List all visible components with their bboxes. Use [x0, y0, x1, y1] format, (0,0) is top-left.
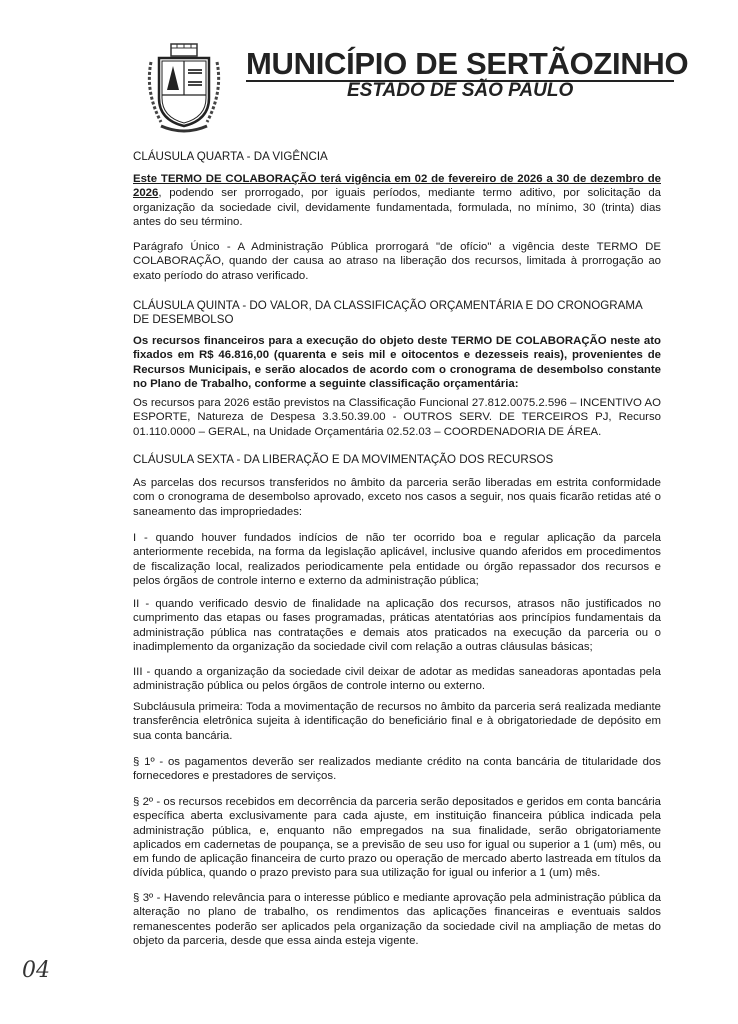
- municipality-title: MUNICÍPIO DE SERTÃOZINHO: [246, 46, 689, 81]
- paragraph-1: § 1º - os pagamentos deverão ser realizados mediante crédito na conta bancária de titularidade dos fornecedores e prestadores de serviços.: [133, 756, 661, 783]
- clause-4-heading: CLÁUSULA QUARTA - DA VIGÊNCIA: [133, 150, 328, 163]
- clause-6-heading: CLÁUSULA SEXTA - DA LIBERAÇÃO E DA MOVIMENTAÇÃO DOS RECURSOS: [133, 453, 554, 466]
- clause-6-item-ii: II - quando verificado desvio de finalidade na aplicação dos recursos, atrasos não justificados no cumprimento das etapas ou fases programadas, práticas atentatórias aos princípios fundamentais da administração pública nas contratações e demais atos praticados na execução da parceria ou o inadimplemento da organização da sociedade civil com relação a outras cláusulas básicas;: [133, 598, 661, 653]
- clause-4-sole-paragraph: Parágrafo Único - A Administração Pública prorrogará "de ofício" a vigência deste TERMO DE COLABORAÇÃO, quando der causa ao atraso na liberação dos recursos, limitada à prorrogação ao exato período do atraso verificado.: [133, 241, 661, 282]
- paragraph-2: § 2º - os recursos recebidos em decorrência da parceria serão depositados e geridos em conta bancária específica aberta exclusivamente para cada ajuste, em instituição financeira pública indicada pela administração pública, e, enquanto não empregados na sua finalidade, serão obrigatoriamente aplicados em cadernetas de poupança, se a previsão de seu uso for igual ou superior a 1 (um) mês, ou em fundo de aplicação financeira de curto prazo ou operação de mercado aberto lastreada em títulos da dívida pública, quando o prazo previsto para sua utilização for igual ou inferior a 1 (um) mês.: [133, 796, 661, 880]
- subclause-first: Subcláusula primeira: Toda a movimentação de recursos no âmbito da parceria será realizada mediante transferência eletrônica sujeita à identificação do beneficiário final e à obrigatoriedade de depósito em sua conta bancária.: [133, 701, 661, 742]
- handwritten-page-number: 04: [22, 958, 50, 983]
- clause-5-heading: CLÁUSULA QUINTA - DO VALOR, DA CLASSIFICAÇÃO ORÇAMENTÁRIA E DO CRONOGRAMA DE DESEMBOLSO: [133, 299, 643, 327]
- validity-period: Este TERMO DE COLABORAÇÃO terá vigência em 02 de fevereiro de 2026 a 30 de dezembro de 2026: [133, 173, 661, 200]
- clause-6-item-iii: III - quando a organização da sociedade civil deixar de adotar as medidas saneadoras apontadas pela administração pública ou pelos órgãos de controle interno ou externo.: [133, 666, 661, 693]
- clause-5-amount-paragraph: Os recursos financeiros para a execução do objeto deste TERMO DE COLABORAÇÃO neste ato fixados em R$ 46.816,00 (quarenta e seis mil e oitocentos e dezesseis reais), provenientes de Recursos Municipais, e serão alocados de acordo com o cronograma de desembolso constante no Plano de Trabalho, conforme a seguinte classificação orçamentária:: [133, 335, 661, 390]
- paragraph-3: § 3º - Havendo relevância para o interesse público e mediante aprovação pela administração pública da alteração no plano de trabalho, os rendimentos das aplicações financeiras e eventuais saldos remanescentes poderão ser aplicados pela organização da sociedade civil na ampliação de metas do objeto da parceria, desde que essa ainda esteja vigente.: [133, 892, 661, 947]
- clause-6-item-i: I - quando houver fundados indícios de não ter ocorrido boa e regular aplicação da parcela anteriormente recebida, na forma da legislação aplicável, inclusive quando aferidos em procedimentos de fiscalização local, realizados periodicamente pela entidade ou órgão repassador dos recursos e pelos órgãos de controle interno e externo da administração pública;: [133, 532, 661, 587]
- municipal-crest-icon: [143, 42, 225, 134]
- clause-4-text: , podendo ser prorrogado, por iguais períodos, mediante termo aditivo, por solicitação da organização da sociedade civil, devidamente fundamentada, formulada, no mínimo, 30 (trinta) dias antes do seu término.: [133, 187, 661, 228]
- state-subtitle: ESTADO DE SÃO PAULO: [347, 80, 574, 101]
- clause-4-paragraph: [133, 172, 661, 229]
- clause-6-intro: As parcelas dos recursos transferidos no âmbito da parceria serão liberadas em estrita conformidade com o cronograma de desembolso aprovado, exceto nos casos a seguir, nos quais ficarão retidas até o saneamento das impropriedades:: [133, 477, 661, 518]
- clause-5-budget-paragraph: Os recursos para 2026 estão previstos na Classificação Funcional 27.812.0075.2.596 – INCENTIVO AO ESPORTE, Natureza de Despesa 3.3.50.39.00 - OUTROS SERV. DE TERCEIROS PJ, Recurso 01.110.0000 – GERAL, na Unidade Orçamentária 02.52.03 – COORDENADORIA DE ÁREA.: [133, 397, 661, 438]
